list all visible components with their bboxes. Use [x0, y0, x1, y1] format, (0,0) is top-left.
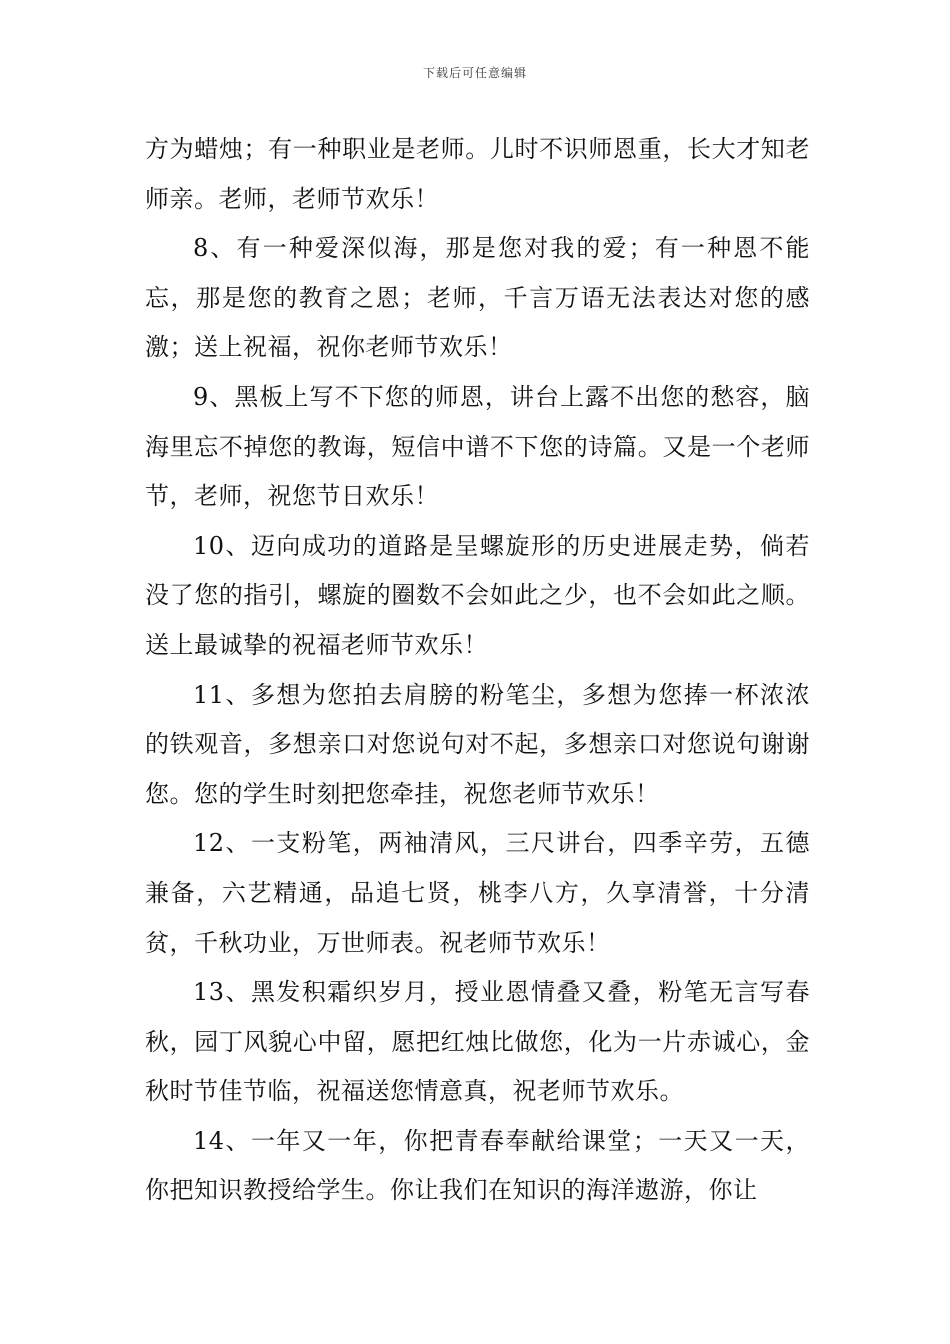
paragraph: 9、黑板上写不下您的师恩，讲台上露不出您的愁容，脑海里忘不掉您的教诲，短信中谱不下您的诗篇。又是一个老师节，老师，祝您节日欢乐！	[145, 382, 810, 511]
paragraph: 8、有一种爱深似海，那是您对我的爱；有一种恩不能忘，那是您的教育之恩；老师，千言万语无法表达对您的感激；送上祝福，祝你老师节欢乐！	[145, 234, 810, 362]
paragraph: 14、一年又一年，你把青春奉献给课堂；一天又一天，你把知识教授给学生。你让我们在知识的海洋遨游，你让	[145, 1126, 810, 1205]
paragraph: 12、一支粉笔，两袖清风，三尺讲台，四季辛劳，五德兼备，六艺精通，品追七贤，桃李八方，久享清誉，十分清贫，千秋功业，万世师表。祝老师节欢乐！	[145, 829, 810, 957]
paragraph: 13、黑发积霜织岁月，授业恩情叠又叠，粉笔无言写春秋，园丁风貌心中留，愿把红烛比做您，化为一片赤诚心，金秋时节佳节临，祝福送您情意真，祝老师节欢乐。	[145, 978, 810, 1106]
paragraph: 11、多想为您拍去肩膀的粉笔尘，多想为您捧一杯浓浓的铁观音，多想亲口对您说句对不起，多想亲口对您说句谢谢您。您的学生时刻把您牵挂，祝您老师节欢乐！	[145, 680, 810, 808]
page-header: 下载后可任意编辑	[422, 66, 527, 80]
paragraph: 10、迈向成功的道路是呈螺旋形的历史进展走势，倘若没了您的指引，螺旋的圈数不会如此之少，也不会如此之顺。送上最诚挚的祝福老师节欢乐！	[145, 531, 810, 659]
paragraph: 方为蜡烛；有一种职业是老师。儿时不识师恩重，长大才知老师亲。老师，老师节欢乐！	[145, 135, 810, 213]
document-body	[145, 125, 810, 1216]
